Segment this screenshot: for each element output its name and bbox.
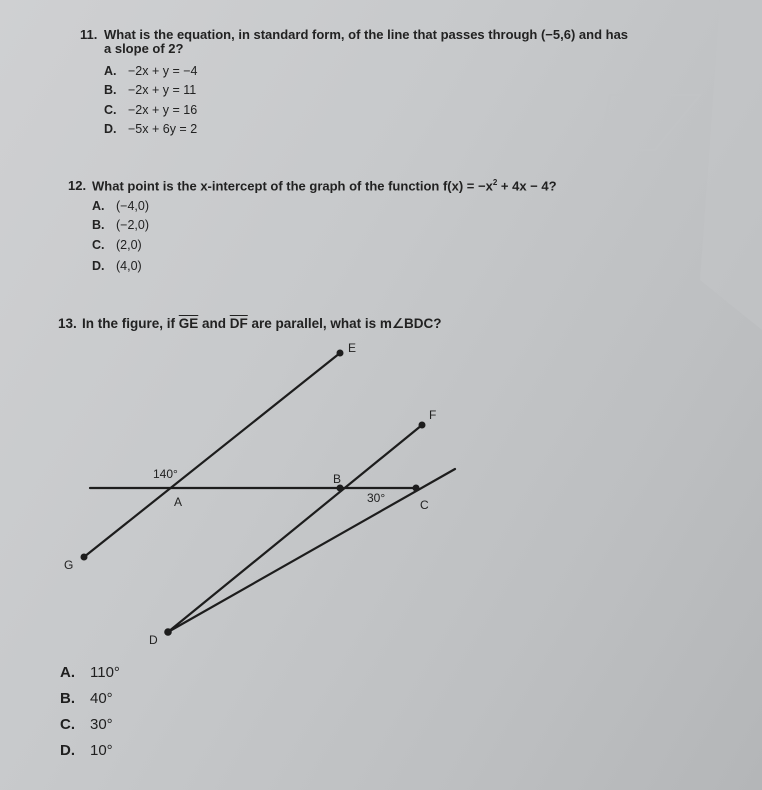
q13-choice-a[interactable]: A. 110° xyxy=(60,664,120,681)
q13-choice-d[interactable]: D. 10° xyxy=(60,742,113,759)
line-dc xyxy=(168,469,455,632)
q11-choice-a[interactable]: A. −2x + y = −4 xyxy=(104,64,198,78)
q12-text: What point is the x-intercept of the graph of the function $f(x) = -x^2 + 4x - 4$? xyxy=(92,178,557,194)
angle-label-c: 30° xyxy=(367,491,386,505)
label-d: D xyxy=(149,633,158,647)
point-e xyxy=(337,350,344,357)
label-e: E xyxy=(348,341,357,355)
q11-choice-c[interactable]: C. −2x + y = 16 xyxy=(104,103,198,117)
label-b: B xyxy=(333,472,342,486)
q11-text-line2: a slope of 2? xyxy=(104,41,184,56)
q12-choice-d[interactable]: D. (4,0) xyxy=(92,259,142,273)
q13-number: 13. xyxy=(58,316,77,331)
point-f xyxy=(419,422,426,429)
q11-choice-b[interactable]: B. −2x + y = 11 xyxy=(104,83,197,97)
q13-text: In the figure, if $\overline{GE}$ and $\overline{DF}$ are parallel, what is m∠BDC? xyxy=(82,316,442,331)
label-a: A xyxy=(174,495,183,509)
line-df xyxy=(168,425,422,632)
point-d xyxy=(164,628,172,636)
q12-choice-c[interactable]: C. (2,0) xyxy=(92,238,142,252)
point-c xyxy=(413,485,420,492)
label-f: F xyxy=(429,408,437,422)
line-ge xyxy=(84,353,340,557)
q11-number: 11. xyxy=(80,27,98,42)
point-g xyxy=(81,554,88,561)
label-c: C xyxy=(420,498,429,512)
q12-number: 12. xyxy=(68,178,87,193)
label-g: G xyxy=(64,558,74,572)
q13-choice-c[interactable]: C. 30° xyxy=(60,716,113,733)
angle-label-a: 140° xyxy=(153,467,178,481)
q12-choice-b[interactable]: B. (−2,0) xyxy=(92,218,150,232)
q11-text-line1: What is the equation, in standard form, of the line that passes through (−5,6) and has xyxy=(104,27,629,42)
q13-choice-b[interactable]: B. 40° xyxy=(60,690,113,707)
q11-choice-d[interactable]: D. −5x + 6y = 2 xyxy=(104,122,198,136)
q12-choice-a[interactable]: A. (−4,0) xyxy=(92,199,150,213)
